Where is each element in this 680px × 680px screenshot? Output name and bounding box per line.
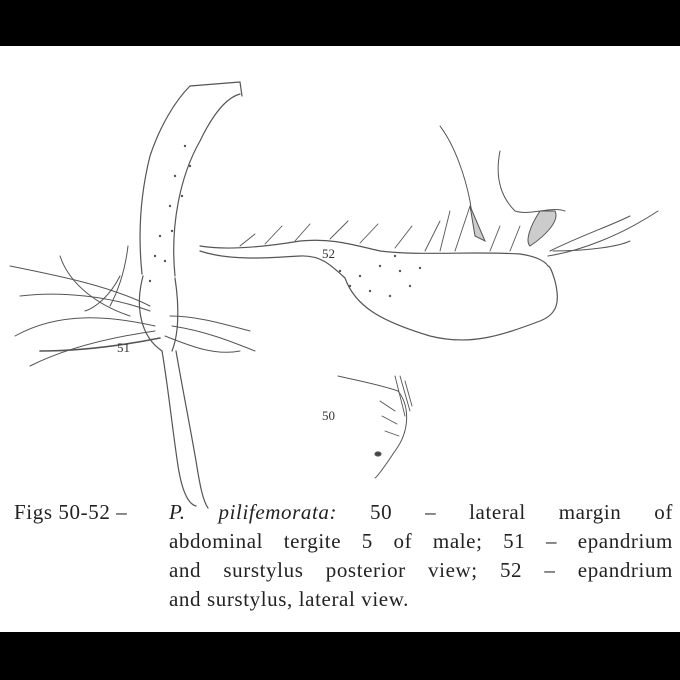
fig-50-tergite-margin-drawing [338,376,412,478]
stipple-dots [149,145,421,297]
caption-figure-ref: Figs 50-52 – [14,500,128,524]
fig-52-epandrium-drawing [200,126,658,340]
document-page [0,46,680,632]
figure-label-52: 52 [322,246,335,261]
figure-drawings [0,46,680,516]
figure-caption [14,498,674,614]
caption-line-1-text: 50 – lateral margin of [370,500,673,524]
caption-species-name: P. pilifemorata: [169,500,338,524]
caption-line-3: and surstylus posterior view; 52 – epandrium [169,558,673,582]
figure-label-50: 50 [322,408,335,423]
caption-line-1 [169,498,673,527]
figure-label-51: 51 [117,340,130,355]
caption-line-4: and surstylus, lateral view. [169,587,409,611]
fig-51-epandrium-drawing [10,82,255,508]
caption-line-2: abdominal tergite 5 of male; 51 – epandrium [169,529,673,553]
